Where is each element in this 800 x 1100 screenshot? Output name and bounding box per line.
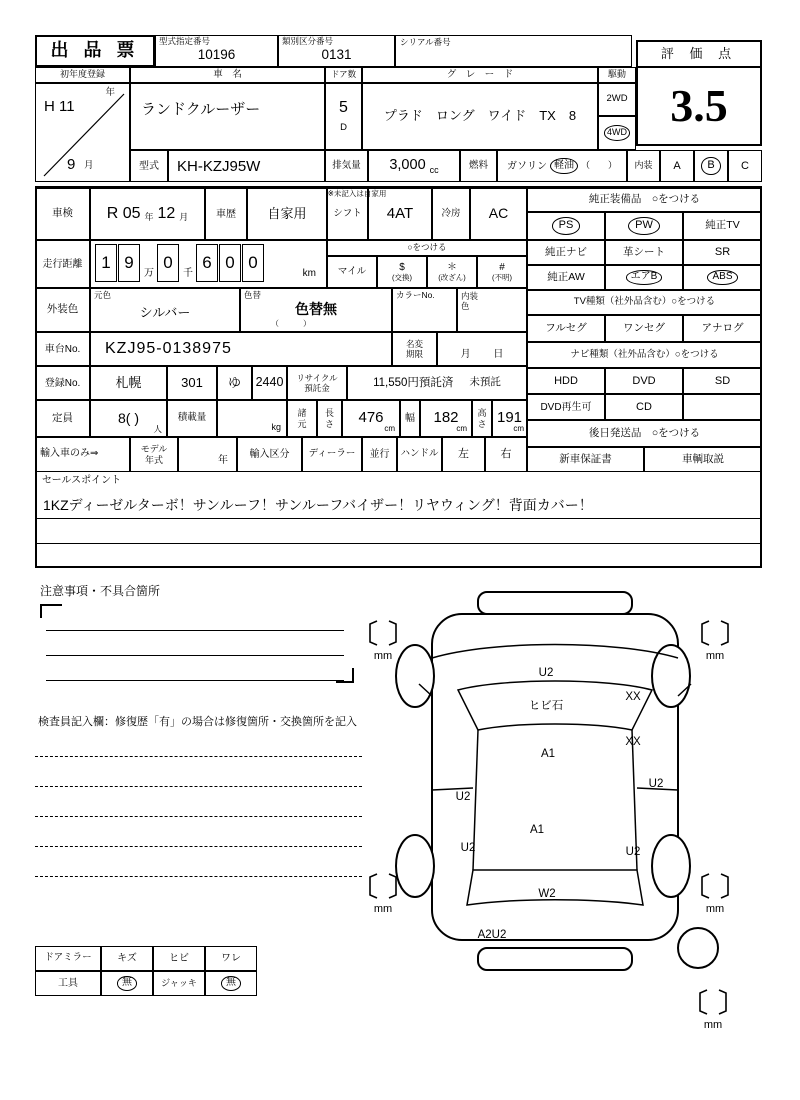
notes-line — [46, 667, 344, 681]
length-label: 長さ — [317, 400, 342, 437]
damage-mark-U2: U2 — [455, 791, 471, 803]
import-class-label: 輸入区分 — [237, 437, 302, 472]
model-year-label: モデル年式 — [130, 437, 178, 472]
base-color-value: シルバー — [139, 304, 191, 320]
doors-cell — [325, 83, 362, 150]
drive-header: 駆動 — [598, 67, 636, 83]
front-bumper — [478, 592, 632, 614]
odo-digit: 0 — [242, 244, 264, 282]
spec-label: 諸元 — [287, 400, 317, 437]
damage-mark-A1: A1 — [529, 824, 545, 836]
model-year-cell — [178, 437, 237, 472]
color-number-label: カラーNo. — [396, 290, 435, 300]
dvd-playable-cell: DVD再生可 — [527, 394, 605, 420]
odo-km-unit: km — [302, 268, 316, 279]
height-value: 191 — [496, 409, 523, 427]
import-parallel-option: 並行 — [362, 437, 397, 472]
day-unit: 日 — [493, 349, 504, 360]
car-name-value: ランドクルーザー — [130, 83, 325, 150]
damage-mark-A1: A1 — [540, 748, 556, 760]
scratch-label: キズ — [101, 946, 153, 971]
tv-analog-option: アナログ — [683, 315, 762, 342]
crack-label: ヒビ — [153, 946, 205, 971]
equip-airbag-selected: エアB — [605, 265, 683, 290]
ac-label: 冷房 — [432, 188, 470, 240]
wheel-rear-right — [652, 835, 690, 897]
fuel-value — [497, 150, 627, 182]
notes-bracket-br-icon — [336, 668, 354, 683]
import-dealer-option: ディーラー — [302, 437, 362, 472]
color-number-cell — [392, 288, 457, 332]
equip-navi: 純正ナビ — [527, 240, 605, 265]
equip-aw: 純正AW — [527, 265, 605, 290]
measure-bracket-icon — [370, 874, 377, 898]
tv-oneseg-option: ワンセグ — [605, 315, 683, 342]
serial-number-label: シリアル番号 — [400, 37, 451, 47]
capacity-label: 定員 — [35, 400, 90, 437]
sales-point-text: 1KZディーゼルターボ！サンルーフ！サンルーフバイザー！リヤウィング！背面カバー！ — [37, 490, 760, 519]
drive-2wd: 2WD — [598, 83, 636, 116]
damage-mark-U2: U2 — [625, 846, 641, 858]
inspector-line — [35, 865, 362, 877]
odo-digit: 1 — [95, 244, 117, 282]
interior-grade-label: 内装 — [627, 150, 660, 182]
mm-unit-label: mm — [705, 650, 725, 662]
rear-circle-mark — [678, 928, 718, 968]
mm-unit-label: mm — [703, 1019, 723, 1031]
history-value: 自家用 — [247, 188, 327, 240]
capacity-cell — [90, 400, 167, 437]
color-change-paren: （ ） — [271, 319, 311, 329]
navi-hdd-option: HDD — [527, 368, 605, 394]
width-value: 182 — [433, 409, 459, 427]
serial-number-cell — [395, 35, 632, 67]
registration-class: 301 — [167, 366, 217, 400]
door-mirror-label: ドアミラー — [35, 946, 101, 971]
handle-label: ハンドル — [397, 437, 442, 472]
notes-line — [46, 642, 344, 656]
wheel-rear-left — [396, 835, 434, 897]
capacity-value: 8( ) — [118, 409, 139, 426]
notes-line — [46, 617, 344, 631]
color-change-value: 色替無 — [295, 301, 337, 318]
damage-mark-XX: XX — [625, 691, 641, 703]
mileage-exchange-option: $ (交換) — [377, 256, 427, 288]
recycle-deposit-cell — [347, 366, 527, 400]
width-label: 幅 — [400, 400, 420, 437]
mileage-label: 走行距離 — [35, 240, 90, 288]
model-spec-number-value: 10196 — [197, 46, 236, 62]
ac-value: AC — [470, 188, 527, 240]
interior-color-label: 内装色 — [461, 291, 479, 312]
break-label: ワレ — [205, 946, 257, 971]
sales-point-label: セールスポイント — [42, 475, 122, 486]
load-cell — [217, 400, 287, 437]
length-cell — [342, 400, 400, 437]
recycle-deposit-value: 11,550円預託済 — [373, 376, 454, 389]
interior-grade-a: A — [660, 150, 694, 182]
base-color-cell — [90, 288, 240, 332]
color-change-label: 色替 — [244, 290, 262, 300]
mileage-unknown-option: # (不明) — [477, 256, 527, 288]
damage-mark-XX: XX — [625, 736, 641, 748]
odo-sen-unit: 千 — [183, 268, 193, 279]
displacement-unit: cc — [429, 165, 439, 176]
defect-notes-label: 注意事項・不具合箇所 — [40, 584, 161, 598]
inspector-line — [35, 775, 362, 787]
color-change-cell — [240, 288, 392, 332]
score-label: 評 価 点 — [638, 42, 760, 68]
inspection-value: R 05 年 12 月 — [90, 188, 205, 240]
height-unit: cm — [513, 424, 524, 434]
mm-unit-label: mm — [373, 650, 393, 662]
drive-4wd: 4WD — [598, 116, 636, 150]
navi-type-header: ナビ種類（社外品含む）○をつける — [527, 342, 762, 368]
history-note: ※未記入は自家用 — [327, 189, 387, 198]
grade-value: プラド ロング ワイド TX 8 — [362, 83, 598, 150]
month-unit: 月 — [460, 349, 471, 360]
doors-header: ドア数 — [325, 67, 362, 83]
class-number-label: 類別区分番号 — [282, 36, 334, 46]
measure-bracket-icon — [702, 621, 709, 645]
registration-number-label: 登録No. — [35, 366, 90, 400]
shift-value: 4AT — [368, 188, 432, 240]
damage-mark-W2: W2 — [538, 888, 556, 900]
odo-digit: 0 — [219, 244, 241, 282]
damage-mark-U2: U2 — [460, 842, 476, 854]
mm-unit-label: mm — [373, 903, 393, 915]
odo-digit: 9 — [118, 244, 140, 282]
load-label: 積載量 — [167, 400, 217, 437]
car-name-header: 車 名 — [130, 67, 325, 83]
fuel-gasoline: ガソリン — [506, 160, 547, 172]
height-cell — [492, 400, 527, 437]
empty-cell — [683, 394, 762, 420]
displacement-value: 3,000 cc — [368, 150, 460, 182]
model-code-value: KH-KZJ95W — [168, 150, 325, 182]
jack-label: ジャッキ — [153, 971, 205, 996]
load-unit: kg — [271, 422, 281, 433]
oem-equipment-header: 純正装備品 ○をつける — [527, 188, 762, 212]
car-damage-diagram — [363, 578, 758, 1038]
damage-mark-U2: U2 — [538, 667, 554, 679]
score-box — [636, 40, 762, 146]
fuel-paren: （ ） — [580, 160, 617, 171]
damage-mark-A2U2: A2U2 — [477, 929, 507, 941]
notes-bracket-tl-icon — [40, 604, 62, 618]
mileage-mark-header: ○をつける — [327, 240, 527, 256]
wheel-front-right — [652, 645, 690, 707]
inspector-line — [35, 835, 362, 847]
odo-digit: 0 — [157, 244, 179, 282]
registration-area: 札幌 — [90, 366, 167, 400]
first-registration-cell — [35, 83, 130, 182]
equip-tv: 純正TV — [683, 212, 762, 240]
inspection-label: 車検 — [35, 188, 90, 240]
class-number-value: 0131 — [321, 46, 352, 62]
equip-leather: 革シート — [605, 240, 683, 265]
navi-dvd-option: DVD — [605, 368, 683, 394]
base-color-label: 元色 — [94, 290, 112, 300]
reg-month-value: 9 — [67, 155, 76, 173]
inspector-note: 検査員記入欄：修復歴「有」の場合は修復箇所・交換箇所を記入 — [38, 716, 357, 728]
length-unit: cm — [384, 424, 395, 434]
measure-bracket-icon — [702, 874, 709, 898]
fuel-diesel-selected: 軽油 — [550, 158, 578, 175]
model-spec-number-cell — [155, 35, 278, 67]
measure-bracket-icon — [721, 621, 728, 645]
equip-ps-selected: PS — [527, 212, 605, 240]
measure-bracket-icon — [389, 621, 396, 645]
measure-bracket-icon — [721, 874, 728, 898]
width-unit: cm — [456, 424, 467, 434]
doors-sub: D — [340, 122, 347, 134]
interior-grade-b-selected: B — [694, 150, 728, 182]
reg-year-unit: 年 — [105, 87, 115, 98]
rear-bumper — [478, 948, 632, 970]
jack-none-selected: 無 — [205, 971, 257, 996]
first-registration-header: 初年度登録 — [35, 67, 130, 83]
capacity-unit: 人 — [153, 423, 162, 434]
page-title: 出 品 票 — [35, 35, 155, 67]
reg-year-value: H 11 — [44, 98, 75, 115]
displacement-label: 排気量 — [325, 150, 368, 182]
import-only-label: 輸入車のみ⇒ — [35, 437, 130, 472]
mm-unit-label: mm — [705, 903, 725, 915]
cd-cell: CD — [605, 394, 683, 420]
sales-point-blank-line — [37, 519, 760, 544]
registration-number: 2440 — [252, 366, 287, 400]
recycle-not-deposited: 未預託 — [469, 376, 501, 389]
history-label: 車歴 — [205, 188, 247, 240]
tv-type-header: TV種類（社外品含む）○をつける — [527, 290, 762, 315]
name-change-date-cell — [437, 332, 527, 366]
navi-sd-option: SD — [683, 368, 762, 394]
interior-grade-c: C — [728, 150, 762, 182]
tools-none-selected: 無 — [101, 971, 153, 996]
shift-label: シフト — [327, 188, 368, 240]
handle-right-option: 右 — [485, 437, 527, 472]
warranty-book-cell: 新車保証書 — [527, 447, 644, 472]
owner-manual-cell: 車輌取説 — [644, 447, 762, 472]
measure-bracket-icon — [700, 990, 707, 1014]
exterior-color-label: 外装色 — [35, 288, 90, 332]
mileage-mile-option: マイル — [327, 256, 377, 288]
tv-fullseg-option: フルセグ — [527, 315, 605, 342]
measure-bracket-icon — [719, 990, 726, 1014]
damage-mark-ヒビ石: ヒビ石 — [528, 700, 564, 712]
damage-mark-U2: U2 — [648, 778, 664, 790]
equip-pw-selected: PW — [605, 212, 683, 240]
handle-left-option: 左 — [442, 437, 485, 472]
wheel-front-left — [396, 645, 434, 707]
doors-value: 5 — [339, 99, 348, 117]
width-cell — [420, 400, 472, 437]
inspector-line — [35, 745, 362, 757]
class-number-cell — [278, 35, 395, 67]
mileage-tamper-option: ＊ (改ざん) — [427, 256, 477, 288]
chassis-number-label: 車台No. — [35, 332, 90, 366]
grade-header: グ レ ー ド — [362, 67, 598, 83]
chassis-number-value: KZJ95-0138975 — [90, 332, 392, 366]
inspector-line — [35, 805, 362, 817]
equip-abs-selected: ABS — [683, 265, 762, 290]
model-year-unit: 年 — [218, 455, 228, 466]
reg-month-unit: 月 — [84, 159, 94, 171]
model-spec-number-label: 型式指定番号 — [159, 36, 211, 46]
interior-color-cell — [457, 288, 527, 332]
score-value: 3.5 — [670, 79, 728, 131]
recycle-deposit-label: リサイクル預託金 — [287, 366, 347, 400]
fuel-label: 燃料 — [460, 150, 497, 182]
tools-label: 工具 — [35, 971, 101, 996]
name-change-deadline-label: 名変期限 — [392, 332, 437, 366]
measure-bracket-icon — [370, 621, 377, 645]
odo-digit: 6 — [196, 244, 218, 282]
equip-sr: SR — [683, 240, 762, 265]
measure-bracket-icon — [389, 874, 396, 898]
later-shipment-header: 後日発送品 ○をつける — [527, 420, 762, 447]
height-label: 高さ — [472, 400, 492, 437]
length-value: 476 — [358, 409, 384, 427]
odometer-cell — [90, 240, 327, 288]
model-code-label: 型式 — [130, 150, 168, 182]
registration-kana: ゆ — [217, 366, 252, 400]
odo-man-unit: 万 — [144, 268, 154, 279]
